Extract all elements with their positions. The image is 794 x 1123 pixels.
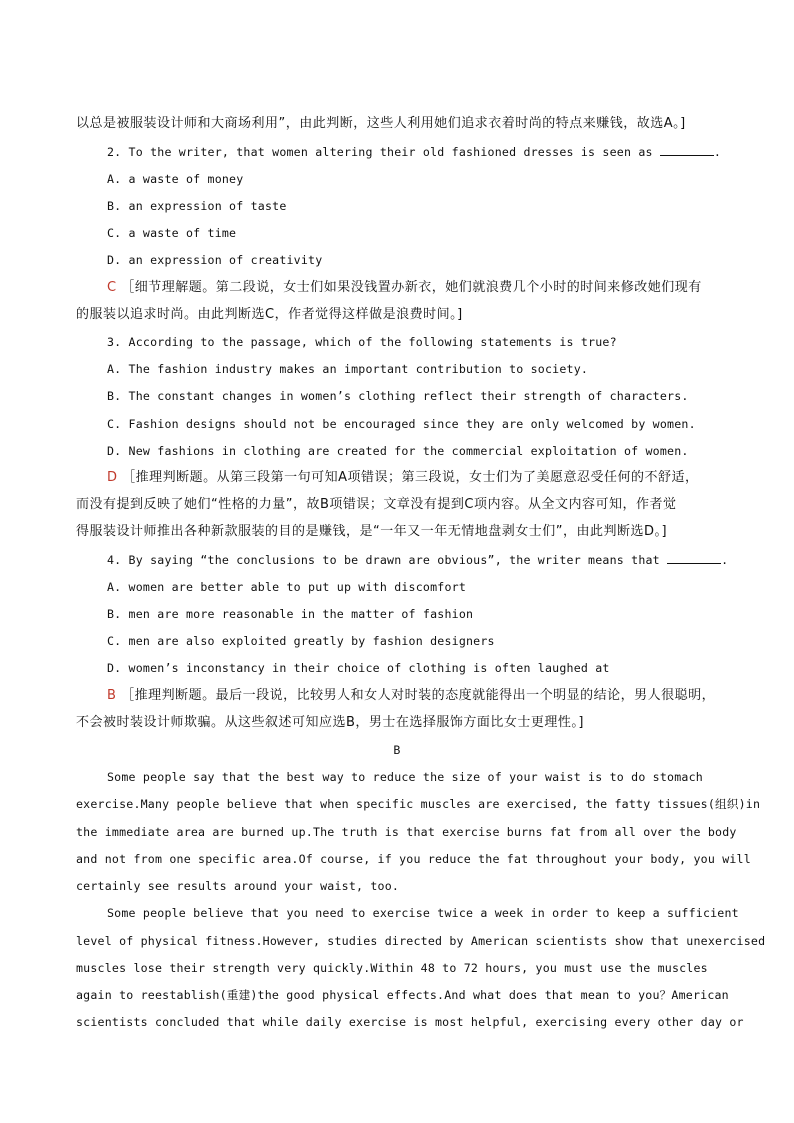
question-2 (107, 144, 721, 160)
option-2d: D. an expression of creativity (107, 253, 323, 267)
answer-1-tail: 以总是被服装设计师和大商场利用”，由此判断，这些人利用她们追求衣着时尚的特点来赚钱，故选A。] (76, 116, 686, 131)
option-2b: B. an expression of taste (107, 199, 287, 213)
answer-4-line-2: 不会被时装设计师欺骗。从这些叙述可知应选B，男士在选择服饰方面比女士更理性。] (76, 715, 584, 730)
answer-3-line-3: 得服装设计师推出各种新款服装的目的是赚钱，是“一年又一年无情地盘剥女士们”，由此判断选D。] (76, 524, 668, 539)
answer-blank (667, 552, 721, 564)
section-heading: B (393, 743, 401, 757)
option-3d: D. New fashions in clothing are created for the commercial exploitation of women. (107, 444, 689, 458)
question-4 (107, 552, 728, 568)
passage-p1-line-5: certainly see results around your waist, too. (76, 879, 400, 893)
question-4-text: 4. By saying “the conclusions to be drawn are obvious”, the writer means that (107, 553, 660, 567)
option-4b: B. men are more reasonable in the matter of fashion (107, 607, 474, 621)
option-3c: C. Fashion designs should not be encouraged since they are only welcomed by women. (107, 417, 696, 431)
answer-4-line-1 (107, 688, 715, 704)
passage-p2-line-2: level of physical fitness.However, studies directed by American scientists show that unexercised (76, 934, 766, 948)
option-2a: A. a waste of money (107, 172, 244, 186)
passage-p2-line-4: again to reestablish(重建)the good physical effects.And what does that mean to you？American (76, 988, 729, 1002)
question-3: 3. According to the passage, which of the following statements is true? (107, 335, 617, 349)
option-3b: B. The constant changes in women’s clothing reflect their strength of characters. (107, 389, 689, 403)
answer-blank (660, 144, 714, 156)
answer-2-line-2: 的服装以追求时尚。由此判断选C，作者觉得这样做是浪费时间。] (76, 307, 463, 322)
passage-p2-line-1: Some people believe that you need to exercise twice a week in order to keep a sufficient (107, 906, 739, 920)
passage-p2-line-5: scientists concluded that while daily exercise is most helpful, exercising every other day or (76, 1015, 744, 1029)
answer-2-letter: C (107, 280, 117, 295)
answer-3-line-2: 而没有提到反映了她们“性格的力量”，故B项错误；文章没有提到C项内容。从全文内容可知，作者觉 (76, 497, 677, 512)
option-2c: C. a waste of time (107, 226, 237, 240)
option-4d: D. women’s inconstancy in their choice of clothing is often laughed at (107, 661, 610, 675)
answer-2-text-1: ［细节理解题。第二段说，女士们如果没钱置办新衣，她们就浪费几个小时的时间来修改她们现有 (121, 280, 702, 295)
answer-3-line-1 (107, 470, 699, 486)
answer-4-text-1: ［推理判断题。最后一段说，比较男人和女人对时装的态度就能得出一个明显的结论，男人很聪明， (121, 688, 716, 703)
passage-p2-line-3: muscles lose their strength very quickly.Within 48 to 72 hours, you must use the muscles (76, 961, 708, 975)
option-4c: C. men are also exploited greatly by fashion designers (107, 634, 495, 648)
question-2-text: 2. To the writer, that women altering their old fashioned dresses is seen as (107, 145, 653, 159)
passage-p1-line-2: exercise.Many people believe that when specific muscles are exercised, the fatty tissues(组织)in (76, 797, 761, 811)
question-2-end: . (713, 145, 722, 159)
passage-p1-line-3: the immediate area are burned up.The truth is that exercise burns fat from all over the body (76, 825, 737, 839)
passage-p1-line-1: Some people say that the best way to reduce the size of your waist is to do stomach (107, 770, 703, 784)
answer-4-letter: B (107, 688, 117, 703)
answer-3-text-1: ［推理判断题。从第三段第一句可知A项错误；第三段说，女士们为了美愿意忍受任何的不舒适， (122, 470, 699, 485)
option-4a: A. women are better able to put up with discomfort (107, 580, 467, 594)
question-4-end: . (721, 553, 729, 567)
answer-3-letter: D (107, 470, 118, 485)
option-3a: A. The fashion industry makes an important contribution to society. (107, 362, 589, 376)
passage-p1-line-4: and not from one specific area.Of course, if you reduce the fat throughout your body, you will (76, 852, 751, 866)
answer-2-line-1 (107, 280, 702, 296)
